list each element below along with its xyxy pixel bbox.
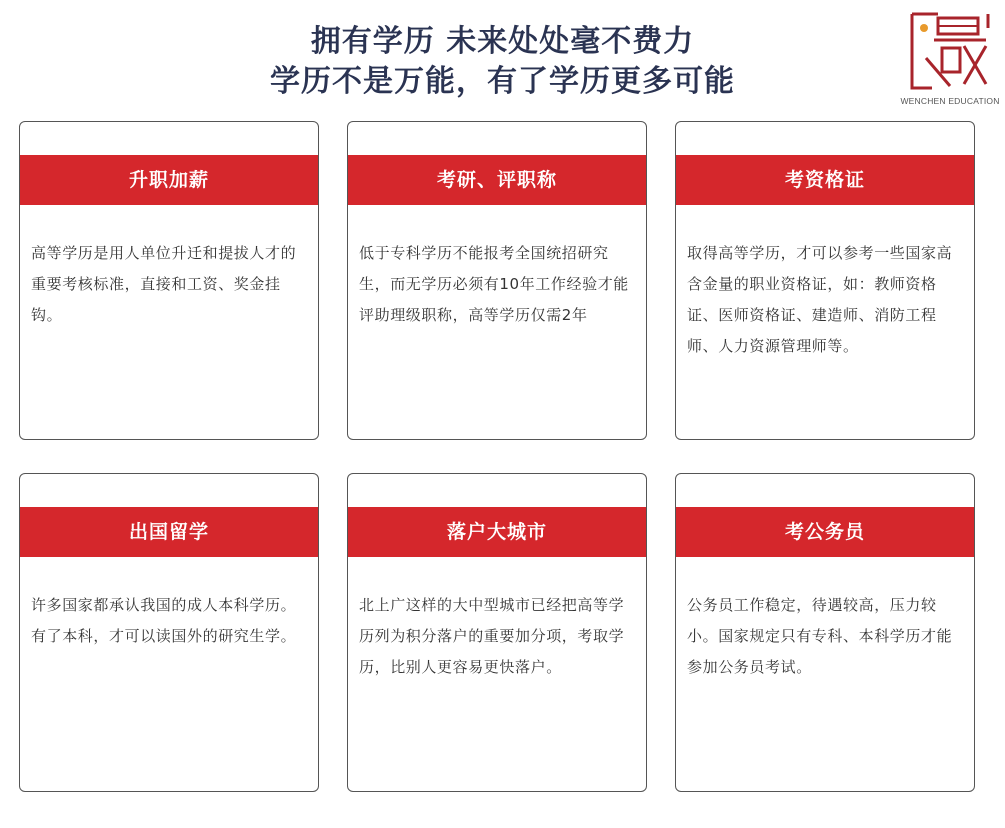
card-postgraduate	[347, 121, 647, 440]
card-description: 高等学历是用人单位升迁和提拔人才的重要考核标准，直接和工资、奖金挂钩。	[31, 244, 297, 324]
card-description: 北上广这样的大中型城市已经把高等学历列为积分落户的重要加分项，考取学历，比别人更容易更快落户。	[359, 596, 625, 676]
card-study-abroad	[19, 473, 319, 792]
card-certificate	[675, 121, 975, 440]
brand-logo	[898, 8, 1002, 108]
card-description: 许多国家都承认我国的成人本科学历。有了本科，才可以读国外的研究生学。	[31, 596, 297, 645]
card-description: 取得高等学历，才可以参考一些国家高含金量的职业资格证，如：教师资格证、医师资格证、建造师、消防工程师、人力资源管理师等。	[687, 244, 953, 355]
card-title: 考资格证	[676, 155, 974, 205]
brand-logo-text: WENCHEN EDUCATION	[900, 96, 1000, 106]
card-title: 出国留学	[20, 507, 318, 557]
headline-primary: 拥有学历 未来处处毫不费力	[310, 24, 695, 59]
card-title: 考公务员	[676, 507, 974, 557]
card-description: 公务员工作稳定，待遇较高，压力较小。国家规定只有专科、本科学历才能参加公务员考试。	[687, 596, 953, 676]
brand-logo-icon	[898, 8, 1002, 96]
card-title: 升职加薪	[20, 155, 318, 205]
card-title: 考研、评职称	[348, 155, 646, 205]
card-title: 落户大城市	[348, 507, 646, 557]
card-city-residency	[347, 473, 647, 792]
card-description: 低于专科学历不能报考全国统招研究生，而无学历必须有10年工作经验才能评助理级职称，高等学历仅需2年	[359, 244, 629, 324]
card-promotion	[19, 121, 319, 440]
headline-secondary: 学历不是万能，有了学历更多可能	[270, 64, 735, 99]
card-civil-service	[675, 473, 975, 792]
